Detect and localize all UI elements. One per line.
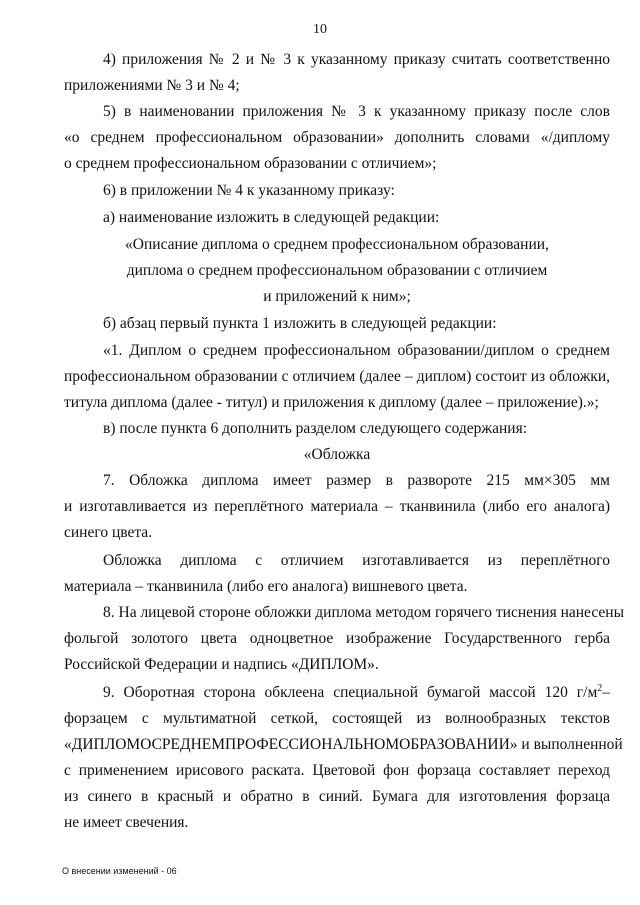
text-line: Обложка диплома с отличием изготавливается из переплётного (103, 552, 610, 569)
quoted-title-line: диплома о среднем профессиональном образовании с отличием (126, 262, 548, 279)
text-line: 8. На лицевой стороне обложки диплома методом горячего тиснения нанесены (103, 604, 624, 621)
text-line: материала – тканвинила (либо его аналога) вишневого цвета. (64, 578, 468, 595)
text-line: в) после пункта 6 дополнить разделом следующего содержания: (103, 420, 528, 437)
text-line (103, 684, 610, 702)
text-line: а) наименование изложить в следующей редакции: (103, 209, 440, 226)
footer-label: О внесении изменений - 06 (62, 866, 177, 876)
text-line: с применением ирисового раската. Цветовой фон форзаца составляет переход (64, 762, 610, 779)
section-heading: «Обложка (303, 446, 371, 463)
quoted-title-line: «Описание диплома о среднем профессиональном образовании, (125, 236, 549, 253)
text-line: профессиональном образовании с отличием (далее – диплом) состоит из обложки, (64, 368, 610, 385)
text-line: приложениями № 3 и № 4; (64, 77, 240, 94)
text-line: 6) в приложении № 4 к указанному приказу: (103, 182, 395, 199)
text-line: Российской Федерации и надпись «ДИПЛОМ». (64, 656, 379, 673)
text-line: титула диплома (далее - титул) и приложения к диплому (далее – приложение).»; (64, 394, 599, 411)
text-line: «о среднем профессиональном образовании» дополнить словами «/диплому (64, 129, 610, 146)
text-line: синего цвета. (64, 524, 153, 541)
text-line: «1. Диплом о среднем профессиональном образовании/диплом о среднем (103, 342, 610, 359)
superscript: 2 (597, 682, 603, 694)
text-line: «ДИПЛОМОСРЕДНЕМПРОФЕССИОНАЛЬНОМОБРАЗОВАНИИ» и выполненной (64, 736, 623, 753)
quoted-title-line: и приложений к ним»; (263, 288, 411, 305)
text-line: и изготавливается из переплётного материала – тканвинила (либо его аналога) (64, 498, 610, 515)
text-span: 9. Оборотная сторона обклеена специальной бумагой массой 120 г/м (103, 684, 598, 701)
text-line: из синего в красный и обратно в синий. Бумага для изготовления форзаца (64, 788, 610, 805)
text-line: 5) в наименовании приложения № 3 к указанному приказу после слов (103, 103, 610, 120)
text-span: – (602, 684, 610, 701)
text-line: не имеет свечения. (64, 814, 189, 831)
text-line: о среднем профессиональном образовании с отличием»; (64, 155, 437, 172)
text-line: 4) приложения № 2 и № 3 к указанному приказу считать соответственно (103, 51, 610, 68)
text-line: форзацем с мультиматной сеткой, состоящей из волнообразных текстов (64, 710, 610, 727)
text-line: фольгой золотого цвета одноцветное изображение Государственного герба (64, 630, 610, 647)
text-line: б) абзац первый пункта 1 изложить в следующей редакции: (103, 315, 497, 332)
text-line: 7. Обложка диплома имеет размер в развороте 215 мм×305 мм (103, 472, 610, 489)
page-number: 10 (313, 22, 327, 37)
